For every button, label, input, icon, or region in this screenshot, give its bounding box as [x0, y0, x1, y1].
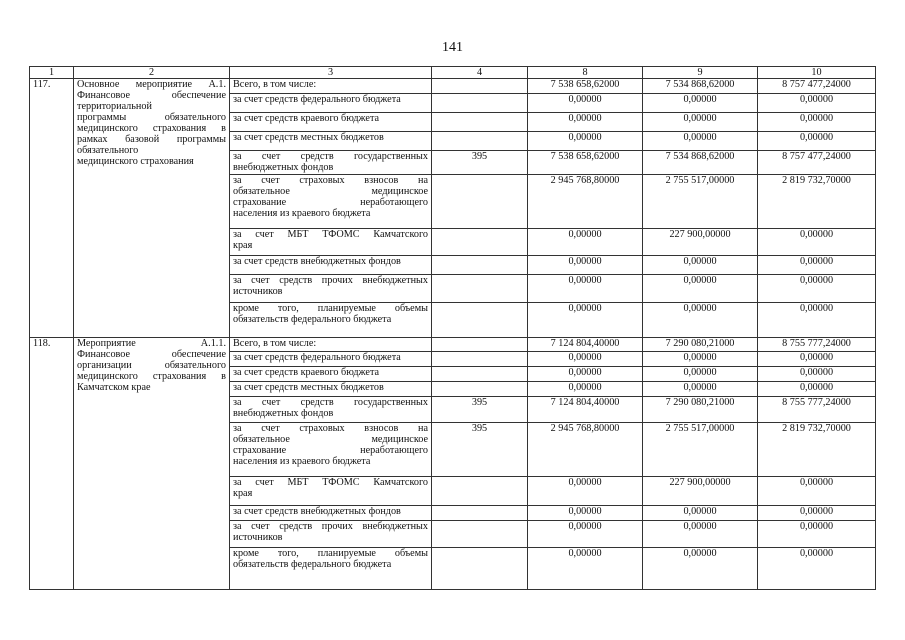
item-name-line: медицинского страхования в [77, 123, 226, 134]
funding-source [230, 506, 432, 521]
value-col-10: 8 757 477,24000 [758, 79, 876, 94]
value-col-10: 0,00000 [758, 256, 876, 275]
funding-source [230, 521, 432, 548]
funding-source [230, 151, 432, 175]
page-number: 141 [442, 40, 463, 55]
funding-source [230, 79, 432, 94]
budget-code [432, 477, 528, 506]
funding-source-line: за счет средств внебюджетных фондов [233, 256, 401, 267]
value-col-8: 0,00000 [528, 521, 643, 548]
item-name-line: Финансовое обеспечение [77, 349, 226, 360]
budget-code [432, 275, 528, 303]
value-col-8: 7 124 804,40000 [528, 338, 643, 352]
funding-source-line: за счет средств федерального бюджета [233, 94, 401, 105]
budget-code [432, 79, 528, 94]
value-col-9: 0,00000 [643, 548, 758, 590]
funding-source-line: за счет средств прочих внебюджетных [233, 275, 428, 286]
value-col-9: 0,00000 [643, 352, 758, 367]
funding-source-line: внебюджетных фондов [233, 408, 334, 419]
budget-code [432, 548, 528, 590]
item-name-line: медицинского страхования [77, 156, 194, 167]
budget-code [432, 338, 528, 352]
budget-code [432, 256, 528, 275]
budget-code [432, 352, 528, 367]
funding-source-line: источников [233, 532, 283, 543]
funding-source-line: за счет МБТ ТФОМС Камчатского [233, 477, 428, 488]
value-col-10: 0,00000 [758, 477, 876, 506]
budget-code [432, 94, 528, 113]
item-name-line: программы обязательного [77, 112, 226, 123]
funding-source [230, 256, 432, 275]
value-col-8: 7 538 658,62000 [528, 151, 643, 175]
value-col-10: 8 755 777,24000 [758, 397, 876, 423]
budget-code [432, 229, 528, 256]
funding-source-line: за счет МБТ ТФОМС Камчатского [233, 229, 428, 240]
funding-source-line: края [233, 488, 253, 499]
value-col-9: 2 755 517,00000 [643, 423, 758, 477]
item-name-line: Камчатском крае [77, 382, 151, 393]
funding-source-line: за счет средств прочих внебюджетных [233, 521, 428, 532]
funding-source [230, 303, 432, 338]
funding-source-line: кроме того, планируемые объемы [233, 548, 428, 559]
value-col-8: 0,00000 [528, 477, 643, 506]
value-col-8: 0,00000 [528, 548, 643, 590]
item-number: 118. [30, 338, 74, 590]
budget-table [29, 66, 876, 590]
table-row [30, 79, 876, 94]
funding-source-line: за счет страховых взносов на [233, 175, 428, 186]
budget-code: 395 [432, 151, 528, 175]
value-col-10: 0,00000 [758, 521, 876, 548]
funding-source-line: края [233, 240, 253, 251]
item-name-line: рамках базовой программы [77, 134, 226, 145]
value-col-8: 0,00000 [528, 275, 643, 303]
funding-source [230, 229, 432, 256]
value-col-10: 0,00000 [758, 382, 876, 397]
value-col-9: 0,00000 [643, 382, 758, 397]
funding-source-line: за счет страховых взносов на [233, 423, 428, 434]
value-col-9: 7 290 080,21000 [643, 397, 758, 423]
funding-source [230, 338, 432, 352]
value-col-9: 7 534 868,62000 [643, 79, 758, 94]
value-col-9: 0,00000 [643, 275, 758, 303]
funding-source-line: источников [233, 286, 283, 297]
value-col-8: 7 538 658,62000 [528, 79, 643, 94]
funding-source-line: кроме того, планируемые объемы [233, 303, 428, 314]
funding-source-line: Всего, в том числе: [233, 79, 317, 90]
value-col-10: 0,00000 [758, 113, 876, 132]
item-name-line: обязательного [77, 145, 139, 156]
funding-source [230, 382, 432, 397]
budget-code [432, 303, 528, 338]
budget-code [432, 367, 528, 382]
value-col-9: 7 534 868,62000 [643, 151, 758, 175]
value-col-8: 0,00000 [528, 132, 643, 151]
table-row [30, 338, 876, 352]
header-cell: 3 [230, 67, 432, 79]
funding-source [230, 113, 432, 132]
budget-code [432, 506, 528, 521]
funding-source-line: за счет средств внебюджетных фондов [233, 506, 401, 517]
value-col-8: 0,00000 [528, 352, 643, 367]
item-name [74, 79, 230, 338]
value-col-10: 2 819 732,70000 [758, 175, 876, 229]
header-cell: 8 [528, 67, 643, 79]
funding-source [230, 477, 432, 506]
item-name [74, 338, 230, 590]
funding-source-line: за счет средств государственных [233, 151, 428, 162]
funding-source-line: за счет средств федерального бюджета [233, 352, 401, 363]
value-col-9: 227 900,00000 [643, 477, 758, 506]
funding-source-line: за счет средств государственных [233, 397, 428, 408]
value-col-10: 0,00000 [758, 548, 876, 590]
value-col-10: 0,00000 [758, 367, 876, 382]
value-col-9: 0,00000 [643, 132, 758, 151]
value-col-8: 0,00000 [528, 229, 643, 256]
item-number: 117. [30, 79, 74, 338]
funding-source-line: обязательное медицинское [233, 434, 428, 445]
budget-code [432, 132, 528, 151]
value-col-8: 0,00000 [528, 367, 643, 382]
header-cell: 9 [643, 67, 758, 79]
value-col-8: 0,00000 [528, 94, 643, 113]
header-row [30, 67, 876, 79]
value-col-9: 0,00000 [643, 521, 758, 548]
value-col-8: 7 124 804,40000 [528, 397, 643, 423]
value-col-9: 0,00000 [643, 256, 758, 275]
funding-source-line: Всего, в том числе: [233, 338, 317, 349]
value-col-10: 8 757 477,24000 [758, 151, 876, 175]
funding-source-line: населения из краевого бюджета [233, 456, 371, 467]
value-col-10: 0,00000 [758, 303, 876, 338]
value-col-9: 227 900,00000 [643, 229, 758, 256]
item-name-line: организации обязательного [77, 360, 226, 371]
funding-source-line: внебюджетных фондов [233, 162, 334, 173]
value-col-10: 0,00000 [758, 352, 876, 367]
value-col-10: 0,00000 [758, 506, 876, 521]
value-col-10: 0,00000 [758, 275, 876, 303]
value-col-10: 0,00000 [758, 132, 876, 151]
item-name-line: Финансовое обеспечение [77, 90, 226, 101]
value-col-8: 0,00000 [528, 506, 643, 521]
value-col-8: 0,00000 [528, 256, 643, 275]
budget-code: 395 [432, 397, 528, 423]
header-cell: 4 [432, 67, 528, 79]
value-col-9: 0,00000 [643, 94, 758, 113]
value-col-9: 7 290 080,21000 [643, 338, 758, 352]
value-col-9: 2 755 517,00000 [643, 175, 758, 229]
budget-code: 395 [432, 423, 528, 477]
header-cell: 1 [30, 67, 74, 79]
value-col-9: 0,00000 [643, 367, 758, 382]
funding-source [230, 423, 432, 477]
funding-source-line: за счет средств краевого бюджета [233, 367, 380, 378]
funding-source-line: страхование неработающего [233, 445, 428, 456]
budget-code [432, 521, 528, 548]
item-name-line: территориальной [77, 101, 152, 112]
funding-source [230, 94, 432, 113]
funding-source-line: обязательств федерального бюджета [233, 559, 392, 570]
funding-source [230, 397, 432, 423]
value-col-10: 2 819 732,70000 [758, 423, 876, 477]
funding-source [230, 275, 432, 303]
item-name-line: медицинского страхования в [77, 371, 226, 382]
funding-source [230, 175, 432, 229]
funding-source [230, 352, 432, 367]
value-col-10: 0,00000 [758, 229, 876, 256]
funding-source-line: за счет средств местных бюджетов [233, 382, 384, 393]
funding-source-line: обязательное медицинское [233, 186, 428, 197]
funding-source-line: за счет средств местных бюджетов [233, 132, 384, 143]
value-col-8: 2 945 768,80000 [528, 175, 643, 229]
value-col-9: 0,00000 [643, 506, 758, 521]
funding-source [230, 367, 432, 382]
value-col-9: 0,00000 [643, 303, 758, 338]
funding-source [230, 548, 432, 590]
value-col-8: 2 945 768,80000 [528, 423, 643, 477]
value-col-8: 0,00000 [528, 303, 643, 338]
budget-code [432, 382, 528, 397]
funding-source-line: населения из краевого бюджета [233, 208, 371, 219]
funding-source-line: обязательств федерального бюджета [233, 314, 392, 325]
value-col-8: 0,00000 [528, 113, 643, 132]
header-cell: 10 [758, 67, 876, 79]
item-name-line: Мероприятие А.1.1. [77, 338, 226, 349]
budget-code [432, 175, 528, 229]
header-cell: 2 [74, 67, 230, 79]
value-col-10: 8 755 777,24000 [758, 338, 876, 352]
funding-source [230, 132, 432, 151]
value-col-10: 0,00000 [758, 94, 876, 113]
funding-source-line: страхование неработающего [233, 197, 428, 208]
budget-code [432, 113, 528, 132]
funding-source-line: за счет средств краевого бюджета [233, 113, 380, 124]
value-col-9: 0,00000 [643, 113, 758, 132]
item-name-line: Основное мероприятие А.1. [77, 79, 226, 90]
value-col-8: 0,00000 [528, 382, 643, 397]
